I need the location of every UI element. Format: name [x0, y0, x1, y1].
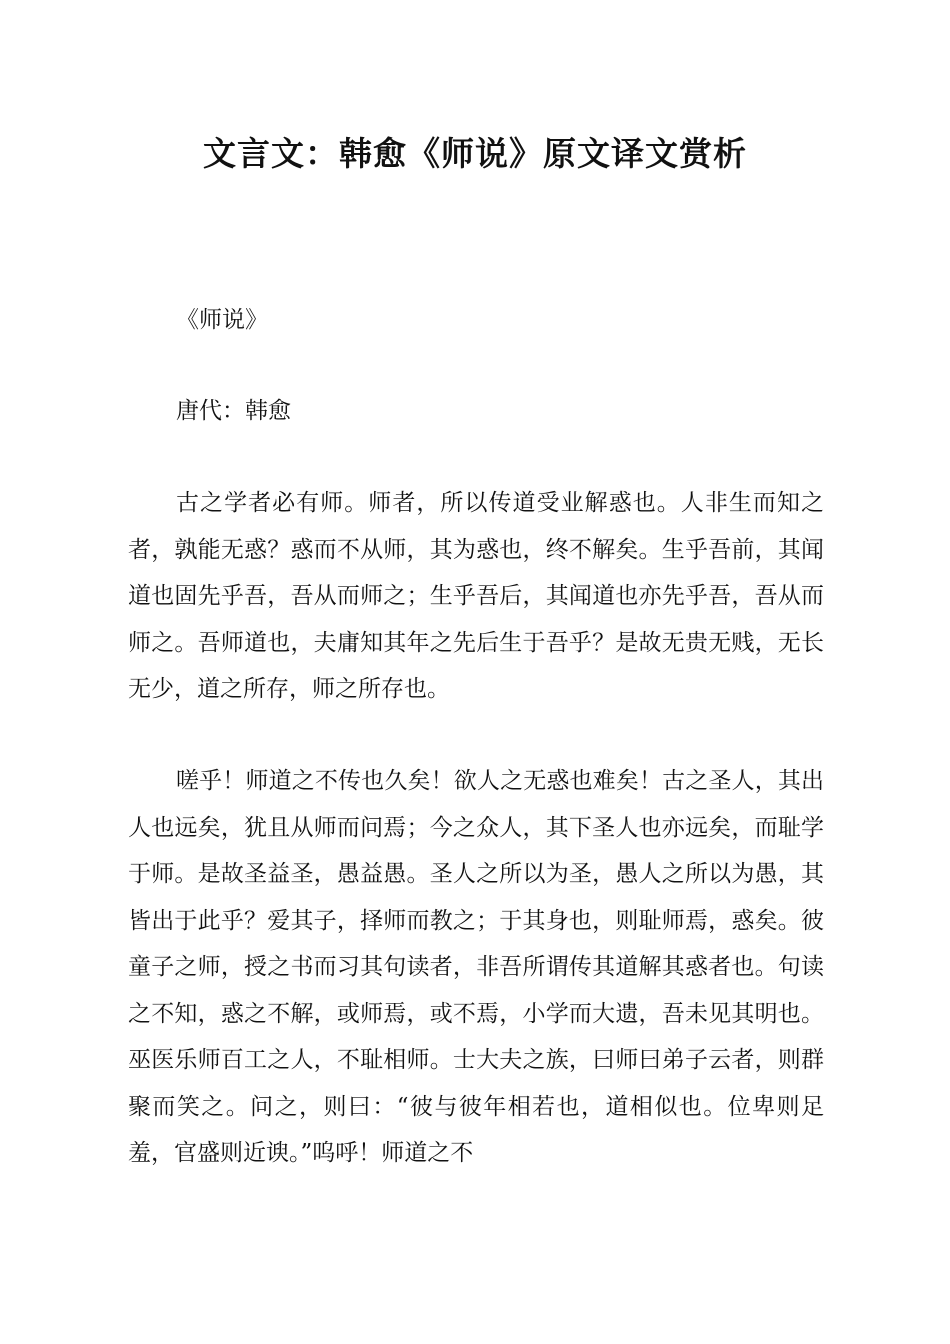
author-line: 唐代：韩愈 — [176, 398, 291, 424]
document-title: 文言文：韩愈《师说》原文译文赏析 — [203, 134, 747, 173]
paragraph-1: 古之学者必有师。师者，所以传道受业解惑也。人非生而知之者，孰能无惑？惑而不从师，其为惑也，终不解矣。生乎吾前，其闻道也固先乎吾，吾从而师之；生乎吾后，其闻道也亦先乎吾，吾从而师之。吾师道也，夫庸知其年之先后生于吾乎？是故无贵无贱，无长无少，道之所存，师之所存也。 — [128, 490, 824, 702]
paragraph-2: 嗟乎！师道之不传也久矣！欲人之无惑也难矣！古之圣人，其出人也远矣，犹且从师而问焉；今之众人，其下圣人也亦远矣，而耻学于师。是故圣益圣，愚益愚。圣人之所以为圣，愚人之所以为愚，其皆出于此乎？爱其子，择师而教之；于其身也，则耻师焉，惑矣。彼童子之师，授之书而习其句读者，非吾所谓传其道解其惑者也。句读之不知，惑之不解，或师焉，或不焉，小学而大遗，吾未见其明也。巫医乐师百工之人，不耻相师。士大夫之族，曰师曰弟子云者，则群聚而笑之。问之，则曰：“彼与彼年相若也，道相似也。位卑则足羞，官盛则近谀。”呜呼！师道之不 — [128, 768, 824, 1166]
work-title: 《师说》 — [176, 307, 268, 333]
